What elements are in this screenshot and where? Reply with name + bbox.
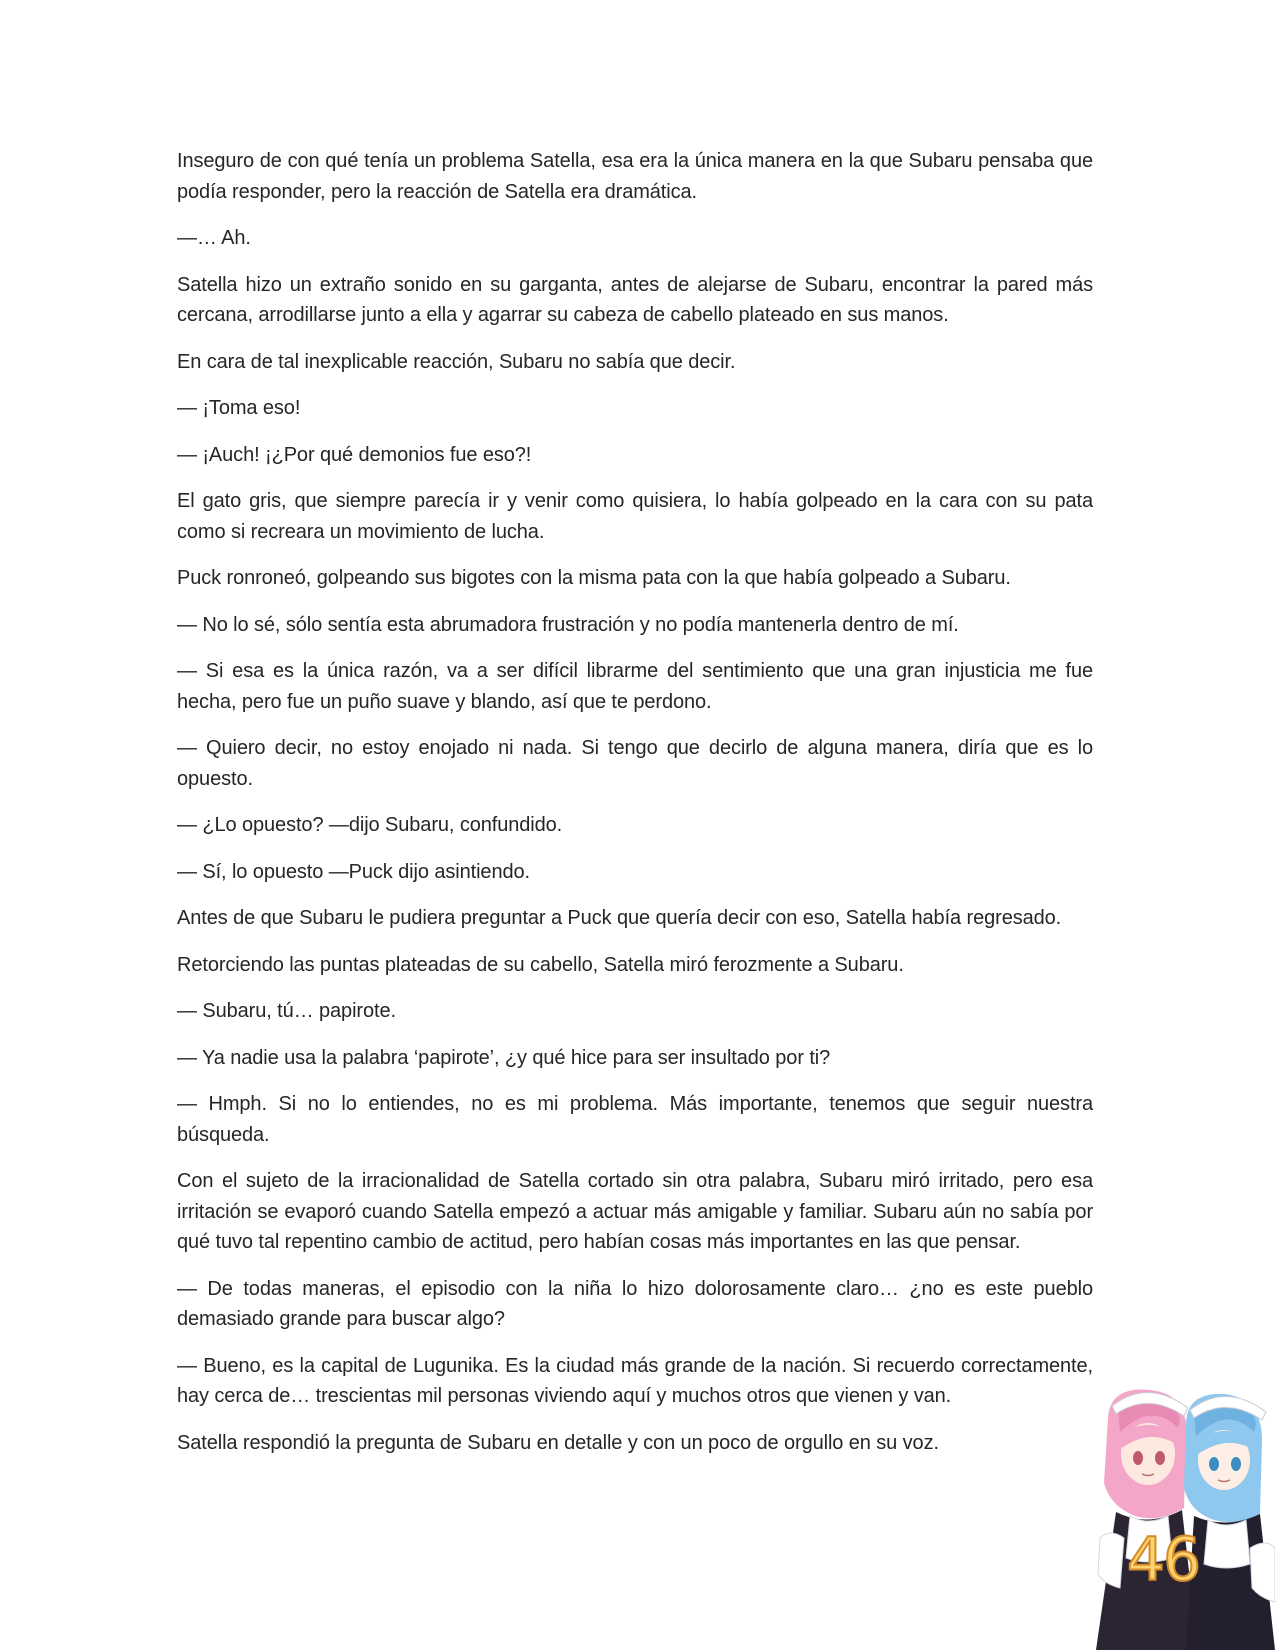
- paragraph-4: En cara de tal inexplicable reacción, Subaru no sabía que decir.: [177, 350, 736, 373]
- paragraph-15: Retorciendo las puntas plateadas de su cabello, Satella miró ferozmente a Subaru.: [177, 953, 904, 976]
- paragraph-14: Antes de que Subaru le pudiera preguntar a Puck que quería decir con eso, Satella había regresado.: [177, 907, 1062, 929]
- body-text: [177, 146, 1093, 1474]
- paragraph-13: — Sí, lo opuesto —Puck dijo asintiendo.: [177, 860, 530, 883]
- paragraph-17: — Ya nadie usa la palabra ‘papirote’, ¿y qué hice para ser insultado por ti?: [177, 1046, 831, 1069]
- paragraph-3: Satella hizo un extraño sonido en su garganta, antes de alejarse de Subaru, encontrar la pared más cercana, arrodillarse junto a ella y agarrar su cabeza de cabello plateado en sus manos.: [177, 273, 1093, 326]
- paragraph-22: Satella respondió la pregunta de Subaru en detalle y con un poco de orgullo en su voz.: [177, 1431, 939, 1454]
- paragraph-12: — ¿Lo opuesto? —dijo Subaru, confundido.: [177, 814, 563, 836]
- paragraph-9: — No lo sé, sólo sentía esta abrumadora frustración y no podía mantenerla dentro de mí.: [177, 613, 959, 636]
- paragraph-7: El gato gris, que siempre parecía ir y venir como quisiera, lo había golpeado en la cara con su pata como si recreara un movimiento de lucha.: [177, 490, 1093, 543]
- paragraph-5: — ¡Toma eso!: [177, 397, 301, 419]
- paragraph-6: — ¡Auch! ¡¿Por qué demonios fue eso?!: [177, 443, 532, 466]
- maid-twins-illustration-icon: [1090, 1388, 1275, 1650]
- paragraph-19: Con el sujeto de la irracionalidad de Satella cortado sin otra palabra, Subaru miró irritado, pero esa irritación se evaporó cuando Satella empezó a actuar más amigable y familiar. Subaru aún no sabía por qué tuvo tal repentino cambio de actitud, pero habían cosas más importantes en las que pensar.: [177, 1170, 1093, 1253]
- page-number: 46: [1126, 1525, 1200, 1595]
- paragraph-1: Inseguro de con qué tenía un problema Satella, esa era la única manera en la que Subaru pensaba que podía responder, pero la reacción de Satella era dramática.: [177, 150, 1093, 203]
- paragraph-8: Puck ronroneó, golpeando sus bigotes con la misma pata con la que había golpeado a Subaru.: [177, 567, 1011, 589]
- paragraph-11: — Quiero decir, no estoy enojado ni nada. Si tengo que decirlo de alguna manera, diría que es lo opuesto.: [177, 737, 1093, 790]
- paragraph-2: —… Ah.: [177, 227, 251, 249]
- paragraph-16: — Subaru, tú… papirote.: [177, 1000, 396, 1022]
- paragraph-21: — Bueno, es la capital de Lugunika. Es la ciudad más grande de la nación. Si recuerdo correctamente, hay cerca de… trescientas mil personas viviendo aquí y muchos otros que vienen y van.: [177, 1354, 1093, 1407]
- paragraph-20: — De todas maneras, el episodio con la niña lo hizo dolorosamente claro… ¿no es este pueblo demasiado grande para buscar algo?: [177, 1277, 1093, 1330]
- paragraph-18: — Hmph. Si no lo entiendes, no es mi problema. Más importante, tenemos que seguir nuestra búsqueda.: [177, 1093, 1093, 1146]
- paragraph-10: — Si esa es la única razón, va a ser difícil librarme del sentimiento que una gran injusticia me fue hecha, pero fue un puño suave y blando, así que te perdono.: [177, 660, 1093, 713]
